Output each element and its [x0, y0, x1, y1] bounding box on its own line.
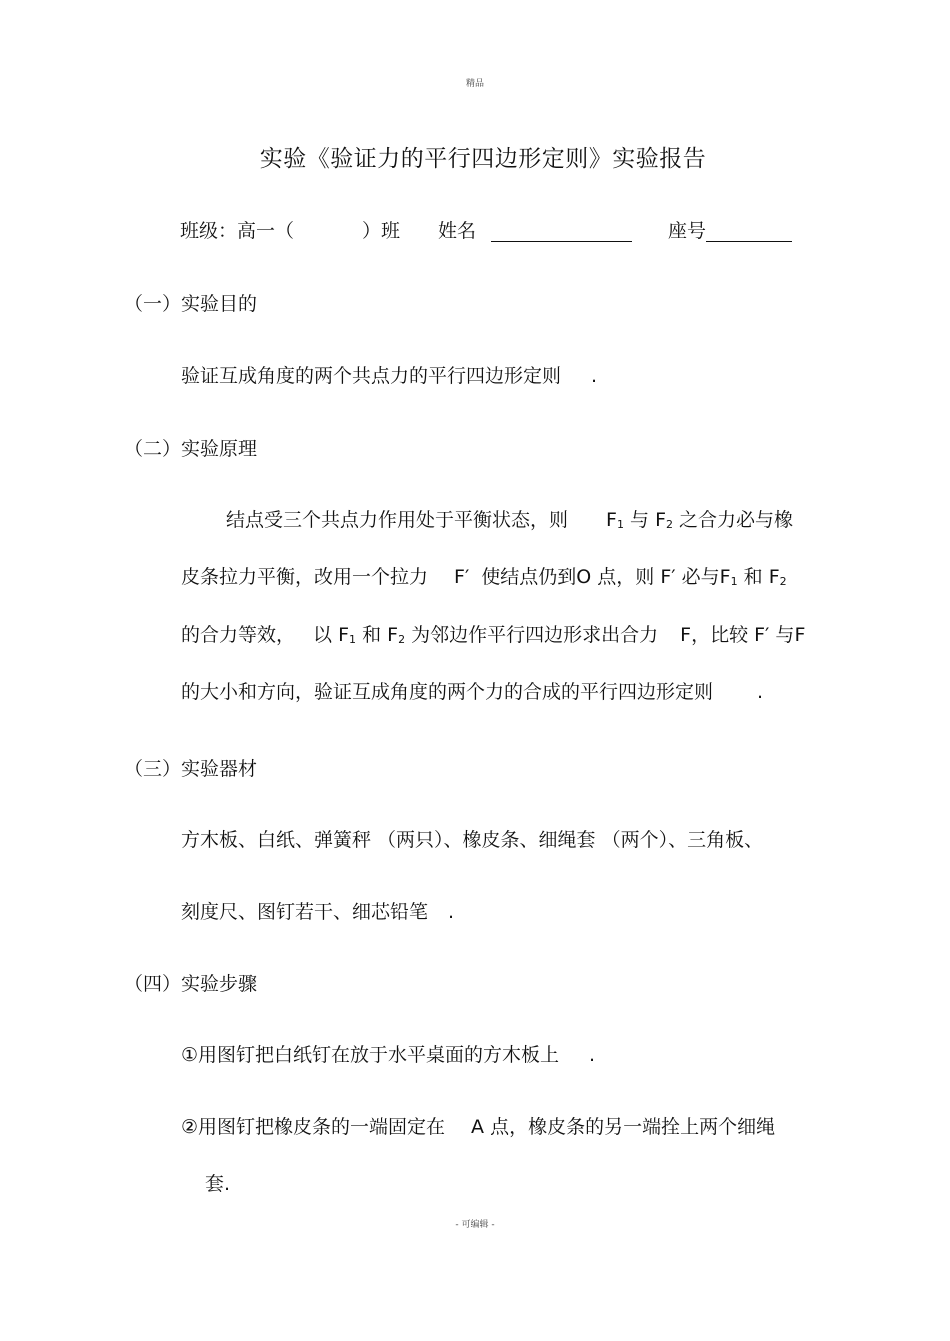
principle-line-4: 的大小和方向，验证互成角度的两个力的合成的平行四边形定则 . — [181, 681, 764, 703]
section-heading-steps: （四）实验步骤 — [124, 973, 258, 995]
info-line — [180, 216, 792, 246]
step-2-continued: 套. — [205, 1173, 231, 1195]
class-suffix: ）班 — [362, 220, 401, 242]
principle-line-2: 皮条拉力平衡，改用一个拉力 F′ 使结点仍到O 点，则 F′ 必与$F_1$ 和 $F_2$ — [181, 566, 787, 588]
equipment-line-2: 刻度尺、图钉若干、细芯铅笔 . — [181, 901, 455, 923]
footer-mark: - 可编辑 - — [455, 1220, 495, 1230]
name-blank[interactable] — [491, 216, 632, 242]
class-label: 班级：高一（ — [180, 220, 295, 242]
seat-blank[interactable] — [706, 216, 792, 242]
section-heading-purpose: （一）实验目的 — [124, 293, 258, 315]
name-label: 姓名 — [438, 220, 477, 242]
principle-line-3: 的合力等效， 以 $F_1$ 和 $F_2$ 为邻边作平行四边形求出合力 F，比较 F′ 与F — [181, 624, 806, 646]
equipment-line-1: 方木板、白纸、弹簧秤 （两只）、橡皮条、细绳套 （两个）、三角板、 — [181, 829, 764, 851]
header-mark: 精品 — [465, 79, 484, 89]
page-title: 实验《验证力的平行四边形定则》实验报告 — [259, 146, 707, 172]
principle-line-1: 结点受三个共点力作用处于平衡状态，则 $F_1$ 与 $F_2$ 之合力必与橡 — [226, 509, 794, 531]
step-1: ①用图钉把白纸钉在放于水平桌面的方木板上 . — [181, 1044, 596, 1066]
seat-label: 座号 — [668, 220, 707, 242]
section-heading-principle: （二）实验原理 — [124, 438, 258, 460]
step-2: ②用图钉把橡皮条的一端固定在 A 点，橡皮条的另一端拴上两个细绳 — [181, 1116, 776, 1138]
purpose-text: 验证互成角度的两个共点力的平行四边形定则 . — [181, 365, 598, 387]
section-heading-equipment: （三）实验器材 — [124, 758, 258, 780]
